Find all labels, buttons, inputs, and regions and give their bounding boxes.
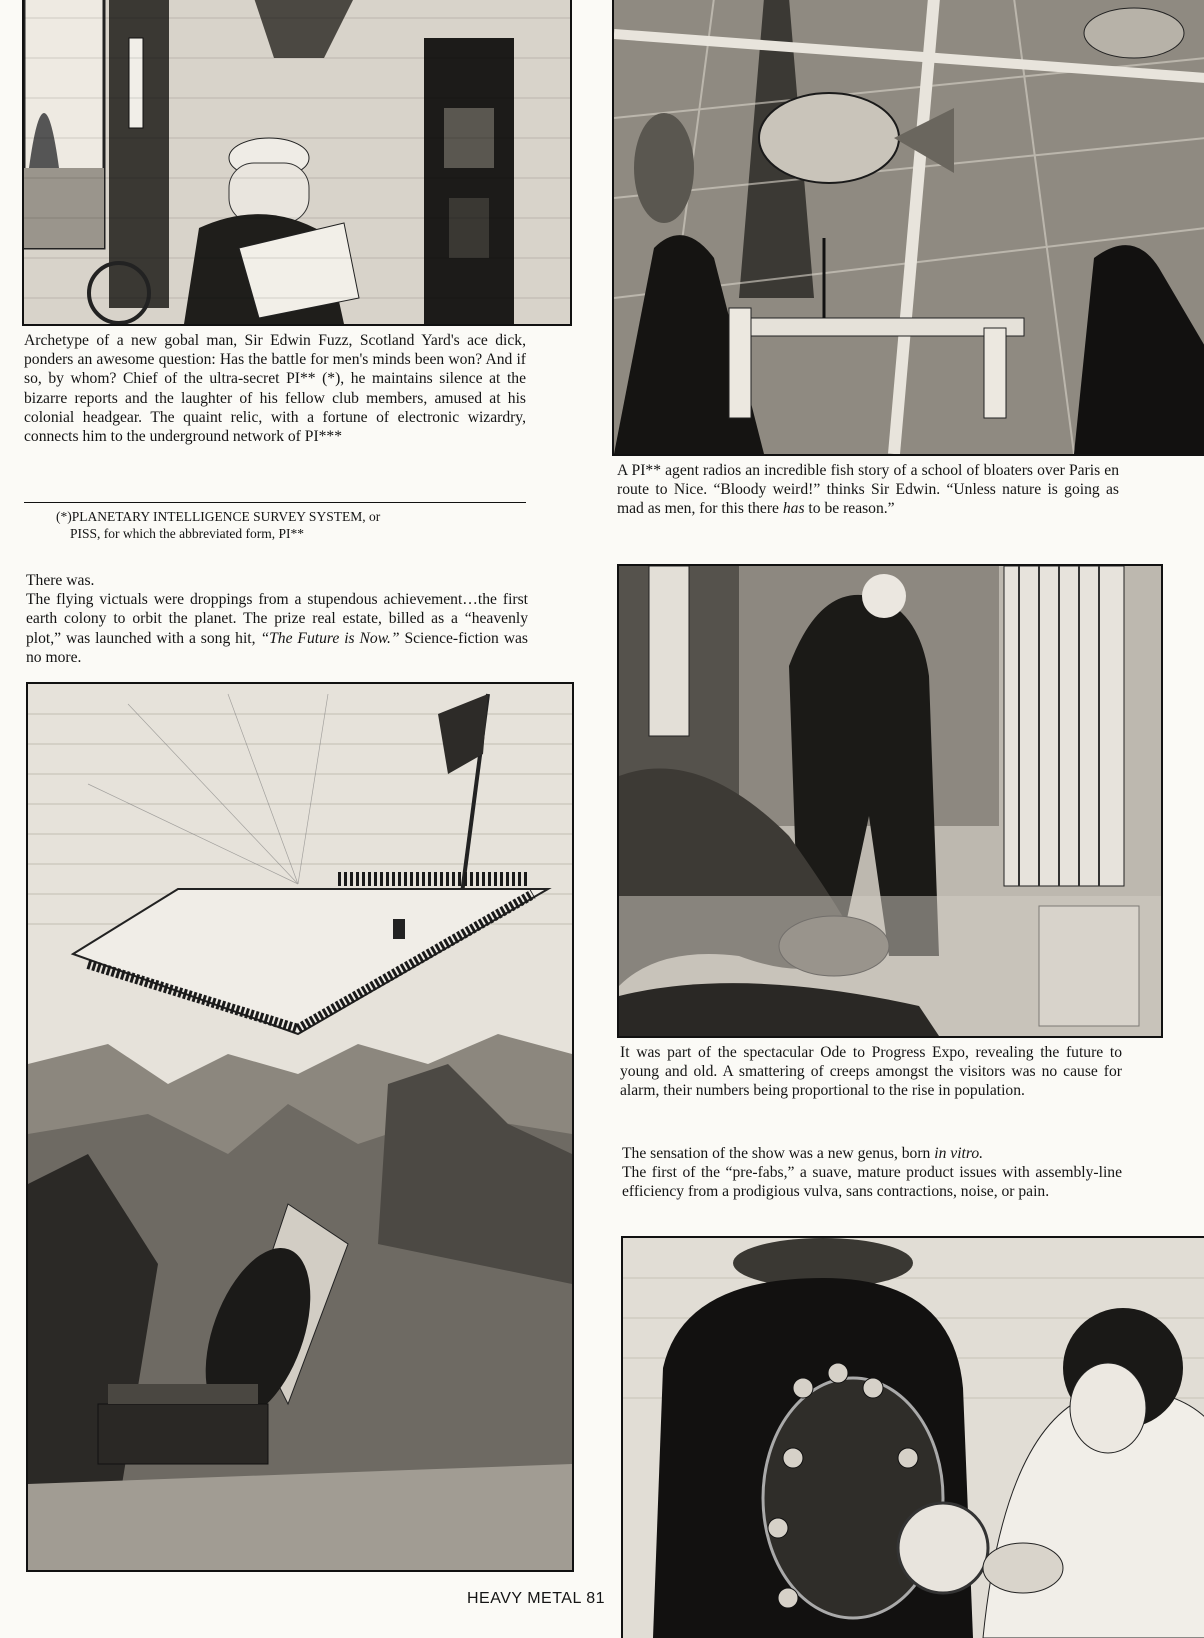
caption-fish-emphasis: has: [782, 500, 805, 518]
caption-sensation: [622, 1144, 1122, 1202]
footnote-line-1: (*)PLANETARY INTELLIGENCE SURVEY SYSTEM, or: [56, 509, 381, 524]
illustration-pre-fab-machine: [621, 1236, 1204, 1638]
footnote: [56, 508, 526, 542]
illustration-sir-edwin-reading: [22, 0, 572, 326]
caption-there-was: There was.: [26, 572, 95, 589]
caption-flying-victuals: [26, 571, 528, 667]
illustration-fish-over-paris: [612, 0, 1204, 456]
page-folio: HEAVY METAL 81: [467, 1590, 606, 1607]
footnote-divider: [24, 502, 526, 503]
caption-sensation-emphasis: in vitro.: [934, 1145, 984, 1162]
caption-sensation-text-b: The first of the “pre-fabs,” a suave, mature product issues with assembly-line efficiency from a prodigious vulva, sans contractions, noise, or pain.: [622, 1164, 1122, 1201]
footnote-line-2: PISS, for which the abbreviated form, PI**: [70, 526, 304, 541]
caption-sensation-text-a: The sensation of the show was a new genus, born: [622, 1145, 935, 1162]
caption-sir-edwin-text: Archetype of a new gobal man, Sir Edwin Fuzz, Scotland Yard's ace dick, ponders an awesome question: Has the battle for men's minds been won? And if so, by whom? Chief of the ultra-secret PI** (*), he maintains silence at the bizarre reports and the laughter of his fellow club members, amused at his colonial headgear. The quaint relic, with a fortune of electronic wizardry, connects him to the underground network of PI***: [24, 332, 526, 446]
caption-victuals-text-a: The flying victuals were droppings from a stupendous achievement…the first earth colony to orbit the planet. The prize real estate, billed as a “heavenly plot,” was launched with a song hit,: [26, 591, 528, 647]
caption-expo: [620, 1043, 1122, 1101]
caption-fish-story: [617, 461, 1119, 519]
illustration-progress-expo: [617, 564, 1163, 1038]
caption-expo-text: It was part of the spectacular Ode to Progress Expo, revealing the future to young and old. A smattering of creeps amongst the visitors was no cause for alarm, their numbers being proportional to the rise in population.: [620, 1044, 1122, 1100]
illustration-heavenly-plot: [26, 682, 574, 1572]
caption-victuals-text-b: Science-fiction was no more.: [26, 629, 528, 666]
caption-fish-text-b: to be reason.”: [804, 500, 895, 518]
caption-fish-text-a: A PI** agent radios an incredible fish story of a school of bloaters over Paris en route to Nice. “Bloody weird!” thinks Sir Edwin. “Unless nature is going as mad as men, for this there: [617, 462, 1119, 518]
caption-sir-edwin: [24, 331, 526, 446]
caption-victuals-song-title: “The Future is Now.”: [260, 629, 400, 647]
